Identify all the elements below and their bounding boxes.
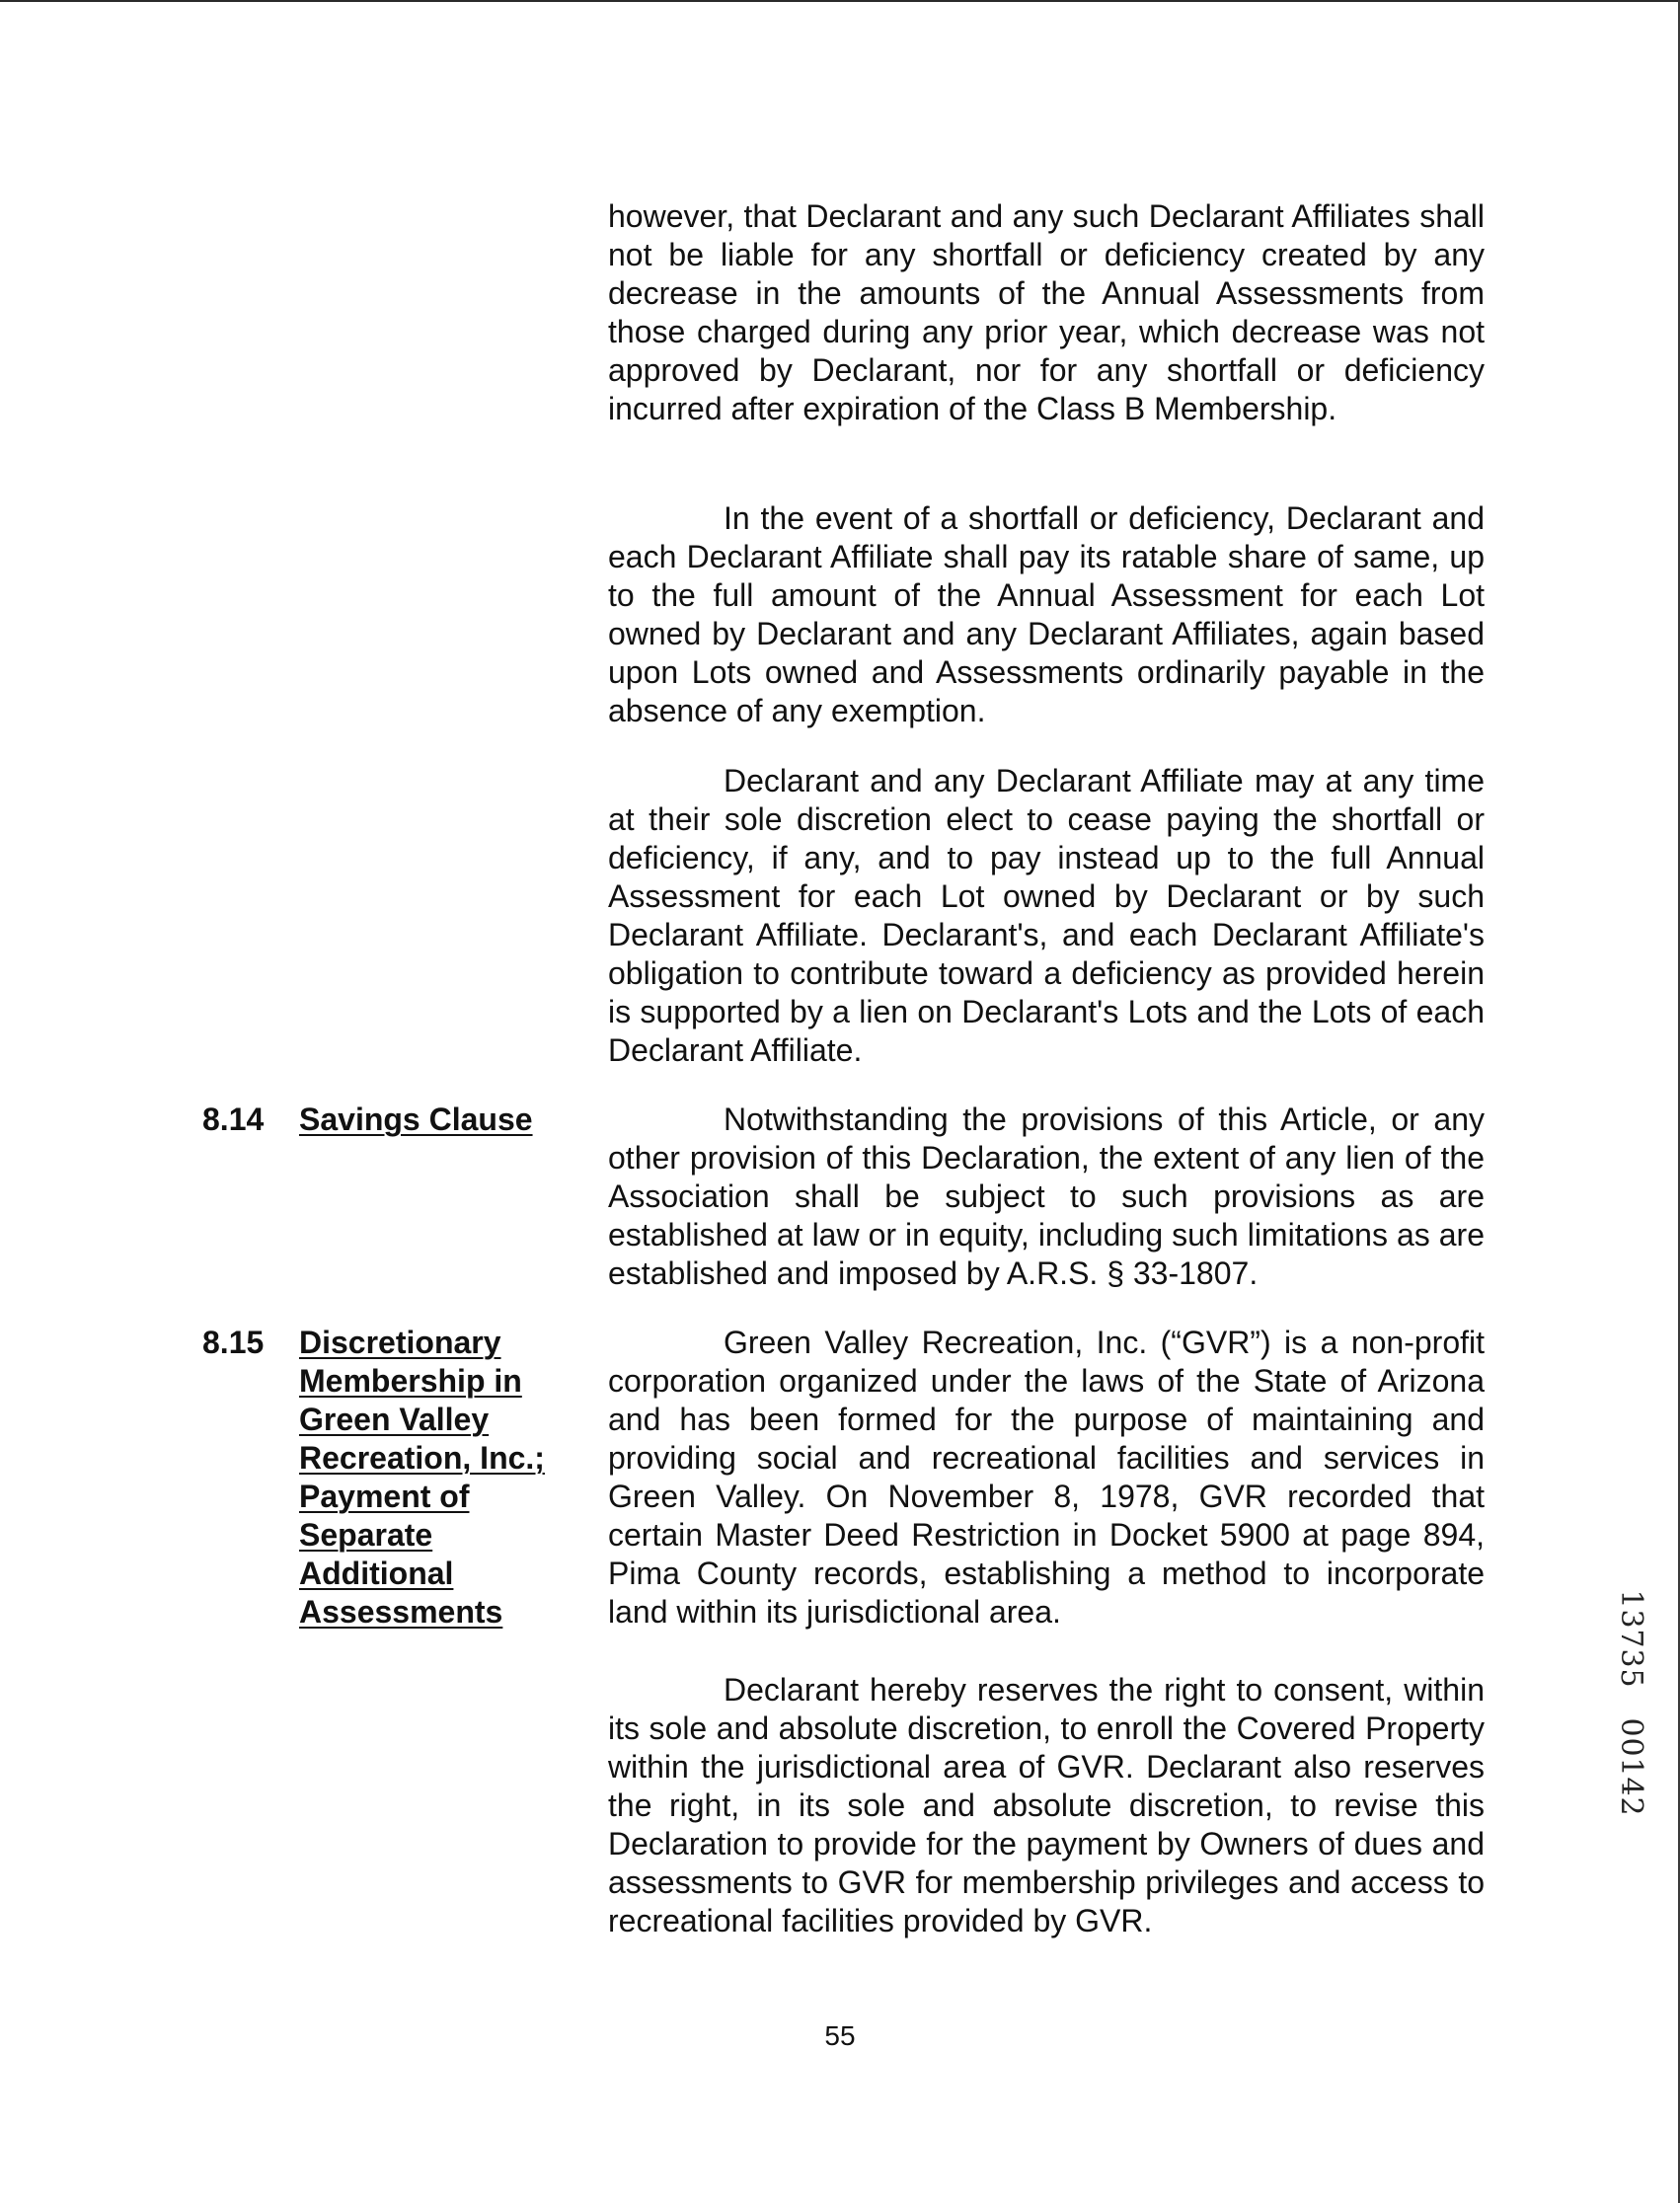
stamp-digit: 0 — [1614, 1717, 1648, 1737]
section-title-line: Payment of — [299, 1479, 470, 1514]
section-8-15-paragraph-2: Declarant hereby reserves the right to consent, within its sole and absolute discretion, to enroll the Covered Property within the jurisdictional area of GVR. Declarant also reserves the right, in its sole and absolute discretion, to revise this Declaration to provide for the payment by Owners of dues and assessments to GVR for membership privileges and access to recreational facilities provided by GVR. — [608, 1672, 1485, 1938]
section-title-8-14 — [299, 1101, 575, 1139]
section-8-14-body — [608, 1101, 1485, 1293]
stamp-digit: 5 — [1614, 1668, 1648, 1688]
stamp-digit: 7 — [1614, 1629, 1648, 1648]
section-title-line: Green Valley — [299, 1402, 490, 1437]
stamp-digit: 3 — [1614, 1648, 1648, 1668]
section-title-line: Recreation, Inc.; — [299, 1440, 545, 1476]
stamp-digit: 1 — [1614, 1757, 1648, 1777]
section-title-line: Assessments — [299, 1594, 503, 1630]
section-8-15-paragraph-1: Green Valley Recreation, Inc. (“GVR”) is a non-profit corporation organized under the laws of the State of Arizona and has been formed for the purpose of maintaining and providing social and recreational facilities and services in Green Valley. On November 8, 1978, GVR recorded that certain Master Deed Restriction in Docket 5900 at page 894, Pima County records, establishing a method to incorporate land within its jurisdictional area. — [608, 1325, 1485, 1630]
section-8-15-body-continued — [608, 1671, 1485, 1940]
section-title-8-15 — [299, 1324, 575, 1632]
section-8-15-body — [608, 1324, 1485, 1632]
section-title-line: Separate — [299, 1517, 433, 1553]
stamp-digit: 2 — [1614, 1796, 1648, 1816]
stamp-digit: 4 — [1614, 1777, 1648, 1796]
paragraph-3: Declarant and any Declarant Affiliate may at any time at their sole discretion elect to cease paying the shortfall or deficiency, if any, and to pay instead up to the full Annual Assessment for each Lot owned by Declarant or by such Declarant Affiliate. Declarant's, and each Declarant Affiliate's obligation to contribute toward a deficiency as provided herein is supported by a lien on Declarant's Lots and the Lots of each Declarant Affiliate. — [608, 763, 1485, 1068]
section-number-8-15: 8.15 — [202, 1325, 265, 1360]
paragraph-2: In the event of a shortfall or deficiency, Declarant and each Declarant Affiliate shall pay its ratable share of same, up to the full amount of the Annual Assessment for each Lot owned by Declarant and any Declarant Affiliates, again based upon Lots owned and Assessments ordinarily payable in the absence of any exemption. — [608, 500, 1485, 728]
section-title-line: Discretionary — [299, 1325, 501, 1360]
stamp-digit: 1 — [1614, 1589, 1648, 1609]
section-title-line: Additional — [299, 1556, 454, 1591]
recording-stamp — [1611, 1589, 1650, 1816]
section-number-8-14: 8.14 — [202, 1102, 265, 1137]
section-title-line: Savings Clause — [299, 1102, 533, 1137]
paragraph-block-3 — [608, 762, 1485, 1070]
section-title-line: Membership in — [299, 1363, 522, 1399]
paragraph-1: however, that Declarant and any such Declarant Affiliates shall not be liable for any shortfall or deficiency created by any decrease in the amounts of the Annual Assessments from those charged during any prior year, which decrease was not approved by Declarant, nor for any shortfall or deficiency incurred after expiration of the Class B Membership. — [608, 198, 1485, 426]
stamp-digit: 0 — [1614, 1737, 1648, 1757]
section-8-14-paragraph: Notwithstanding the provisions of this Article, or any other provision of this Declaration, the extent of any lien of the Association shall be subject to such provisions as are established at law or in equity, including such limitations as are established and imposed by A.R.S. § 33-1807. — [608, 1102, 1485, 1291]
continuation-text — [608, 197, 1485, 428]
paragraph-block-2 — [608, 499, 1485, 730]
scan-border-top — [0, 0, 1680, 2]
stamp-digit: 3 — [1614, 1609, 1648, 1629]
page-number: 55 — [824, 2020, 856, 2051]
